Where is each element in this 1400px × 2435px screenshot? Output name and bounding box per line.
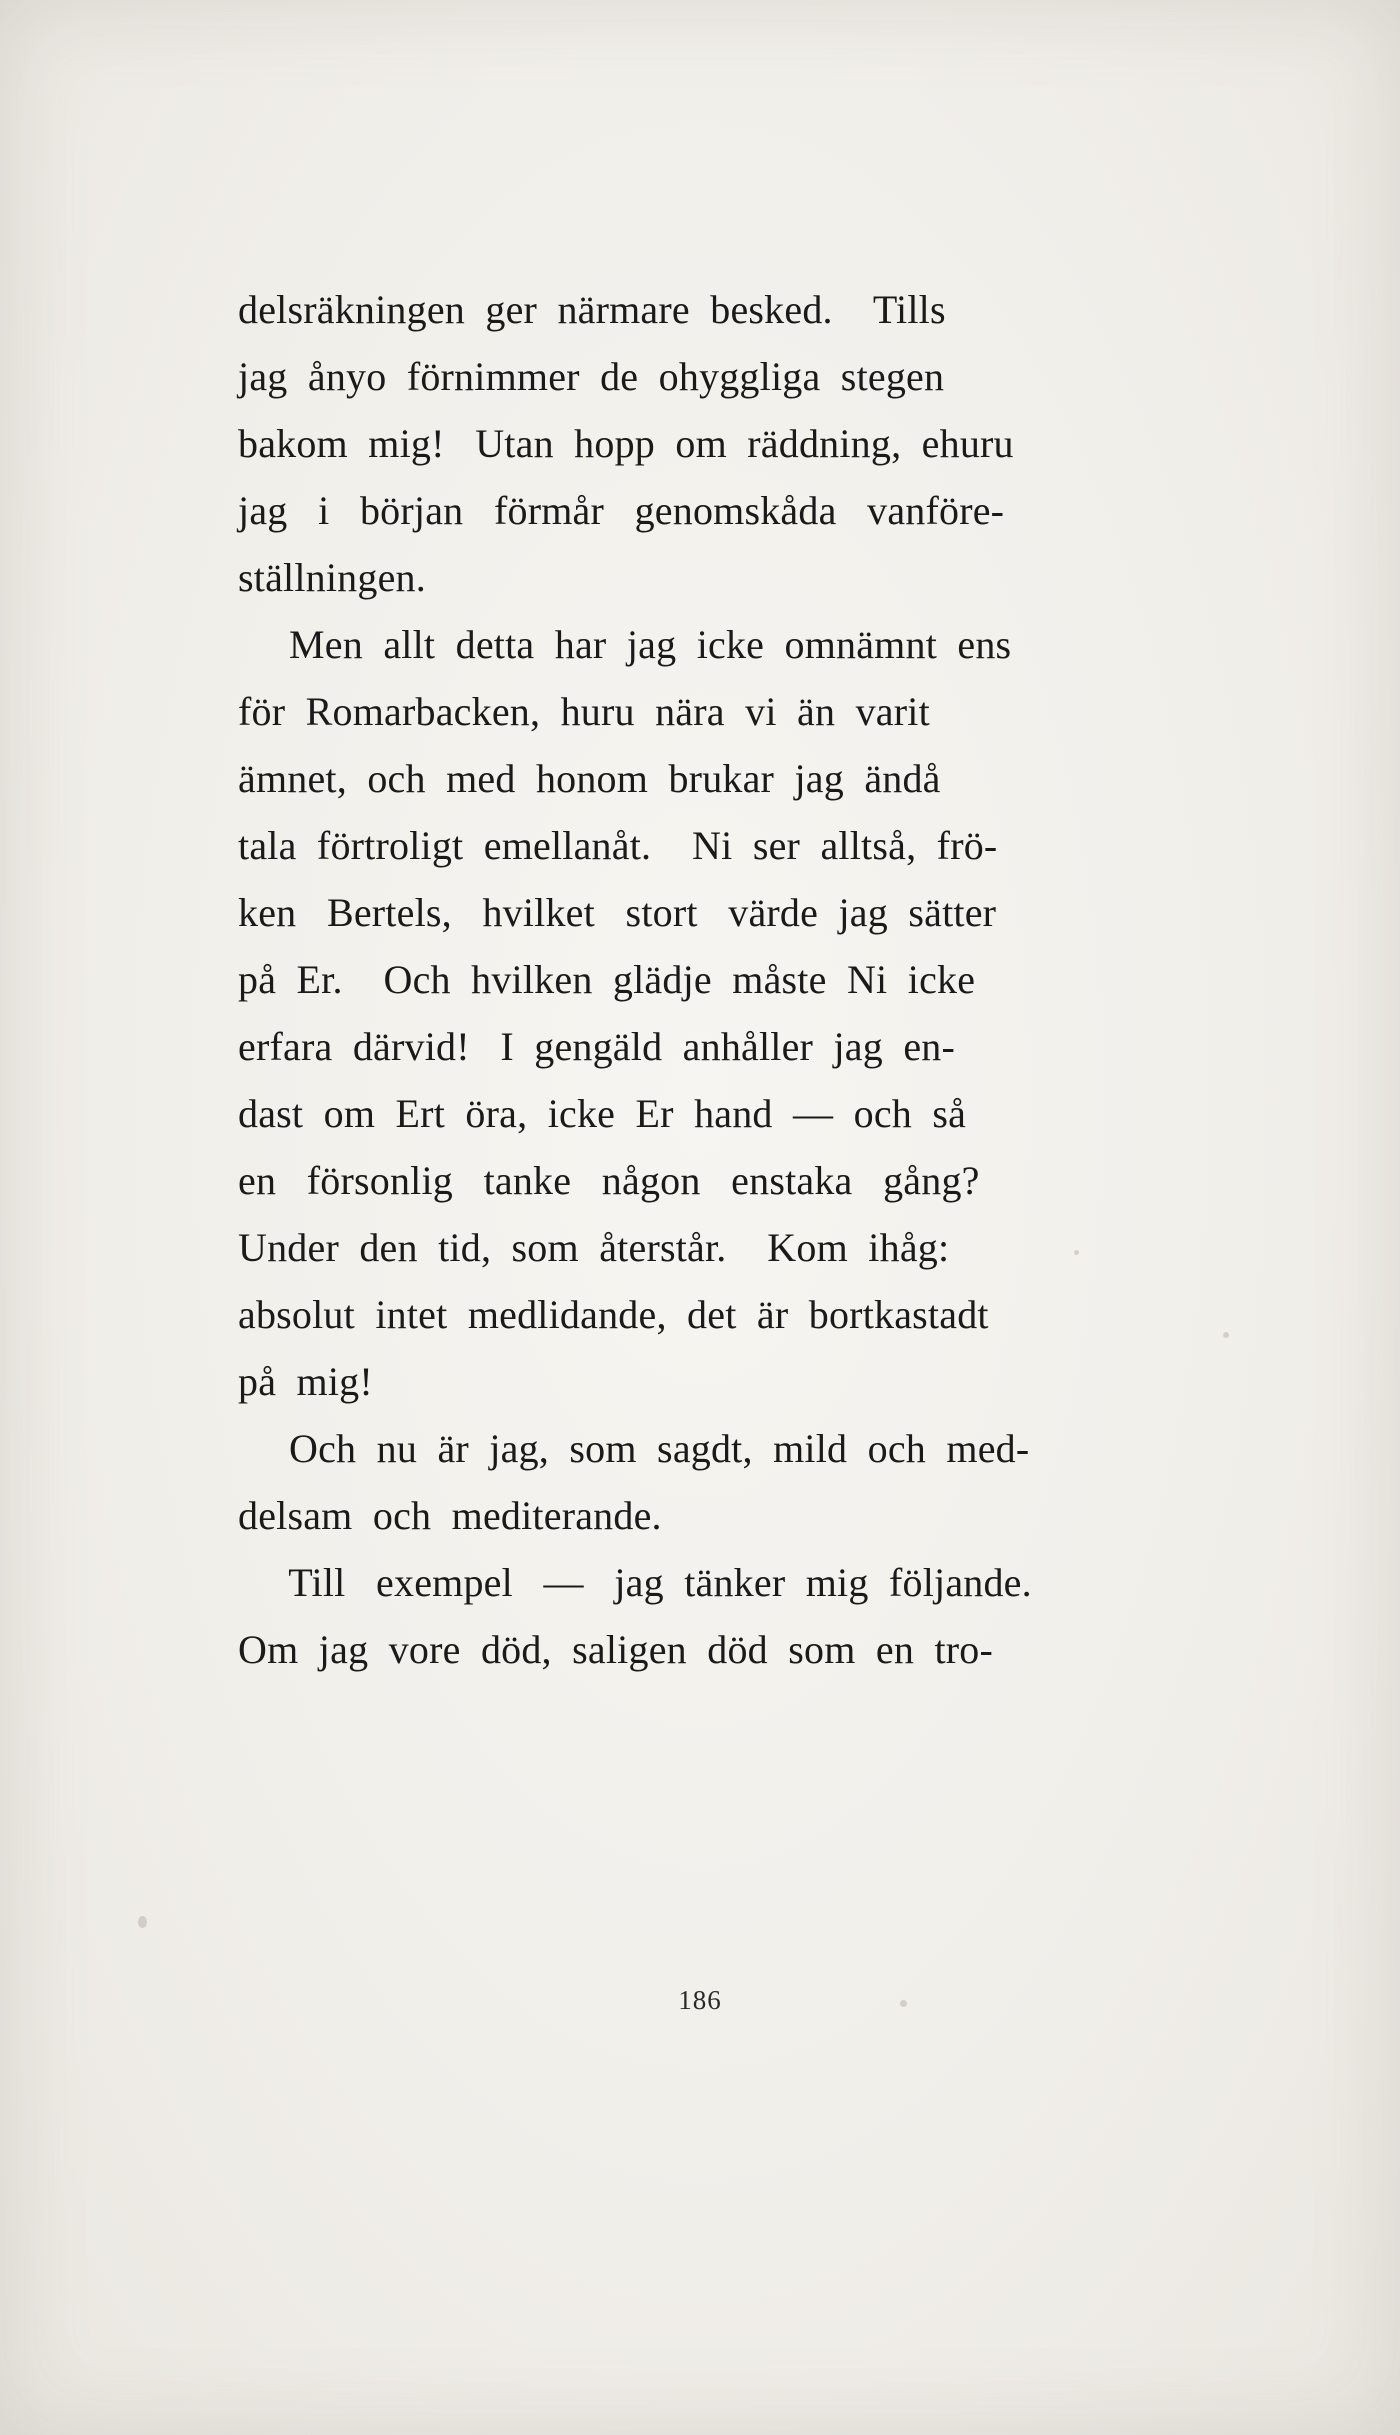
text-line: Om jag vore död, saligen död som en tro- (238, 1627, 994, 1672)
text-line: bakom mig! Utan hopp om räddning, ehuru (238, 421, 1014, 466)
text-line: delsräkningen ger närmare besked. Tills (238, 287, 946, 332)
paper-speck (1223, 1332, 1229, 1338)
text-line: dast om Ert öra, icke Er hand — och så (238, 1091, 967, 1136)
paper-speck (900, 2000, 907, 2007)
text-line: tala förtroligt emellanåt. Ni ser alltså, frö- (238, 823, 998, 868)
text-line: en försonlig tanke någon enstaka gång? (238, 1158, 980, 1203)
paper-speck (1074, 1250, 1079, 1255)
text-line: jag ånyo förnimmer de ohyggliga stegen (238, 354, 945, 399)
text-line: på Er. Och hvilken glädje måste Ni icke (238, 957, 976, 1002)
text-line: Till exempel — jag tänker mig följande. (238, 1560, 1032, 1605)
page-number: 186 (678, 1985, 722, 2015)
text-line: Under den tid, som återstår. Kom ihåg: (238, 1225, 950, 1270)
text-line: på mig! (238, 1359, 373, 1404)
text-line: delsam och mediterande. (238, 1493, 662, 1538)
text-line: Och nu är jag, som sagdt, mild och med- (238, 1426, 1030, 1471)
paper-speck (138, 1916, 147, 1928)
body-text-block (238, 276, 1168, 1683)
text-line: absolut intet medlidande, det är bortkastadt (238, 1292, 989, 1337)
text-line: för Romarbacken, huru nära vi än varit (238, 689, 930, 734)
text-line: erfara därvid! I gengäld anhåller jag en- (238, 1024, 956, 1069)
text-line: ken Bertels, hvilket stort värde jag sätter (238, 890, 997, 935)
text-line: ämnet, och med honom brukar jag ändå (238, 756, 941, 801)
text-line: jag i början förmår genomskåda vanföre- (238, 488, 1005, 533)
text-line: Men allt detta har jag icke omnämnt ens (238, 622, 1012, 667)
text-line: ställningen. (238, 555, 426, 600)
